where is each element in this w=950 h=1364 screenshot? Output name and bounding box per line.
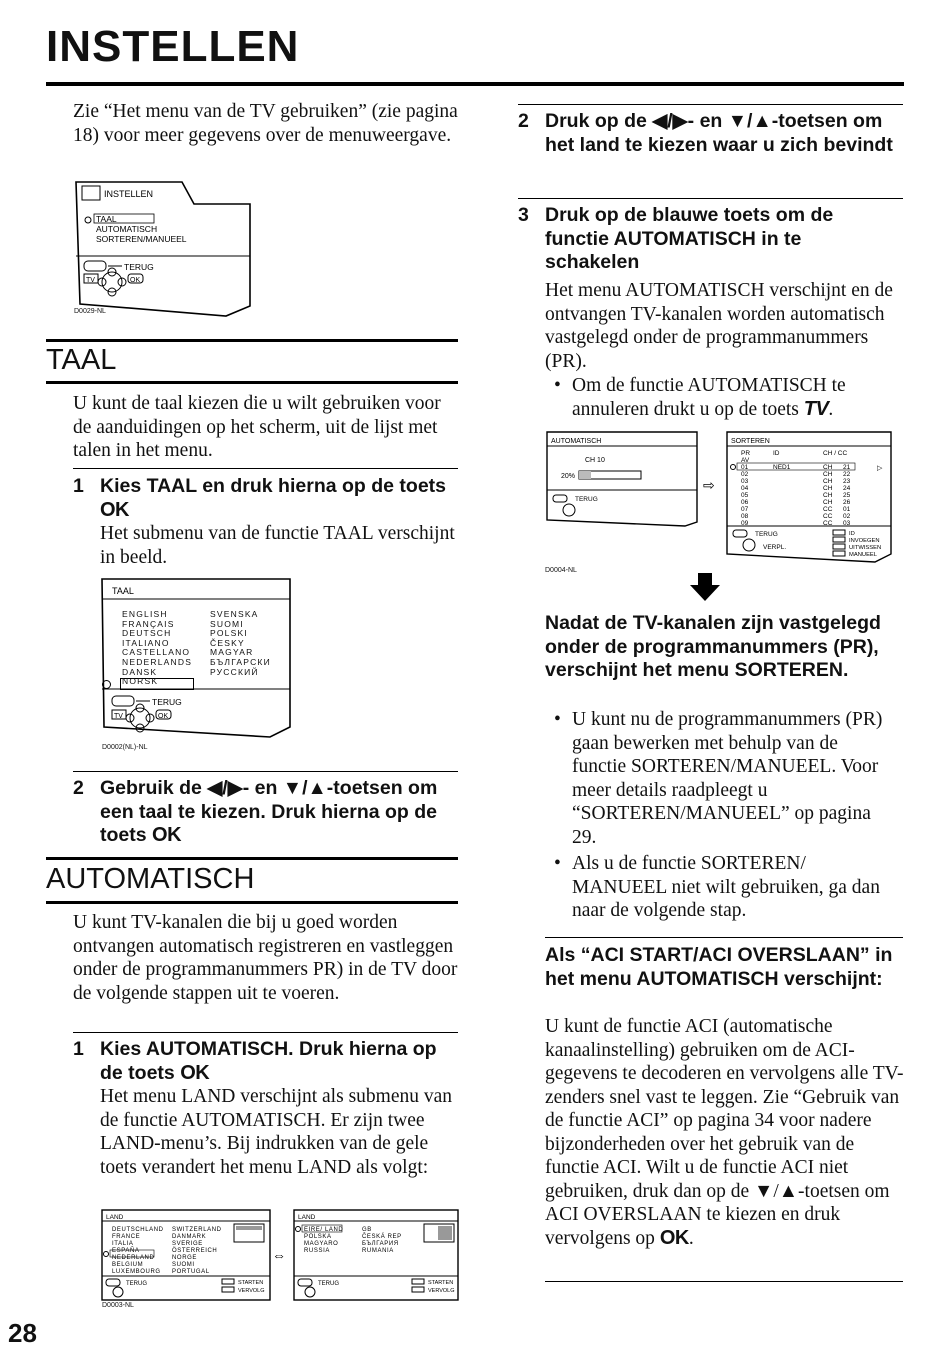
sorteren-cell: CH: [823, 471, 833, 478]
after-heading: Nadat de TV-kanalen zijn vastgelegd onder de programmanummers (PR), verschijnt het menu SORTEREN.: [545, 612, 881, 681]
sorteren-cell: 24: [843, 485, 851, 492]
svg-text:STARTEN: STARTEN: [428, 1280, 454, 1286]
svg-text:TERUG: TERUG: [575, 496, 598, 503]
svg-text:ID: ID: [849, 531, 855, 537]
sorteren-cell: 22: [843, 471, 851, 478]
svg-text:GB: GB: [362, 1227, 372, 1233]
svg-text:LUXEMBOURG: LUXEMBOURG: [112, 1269, 161, 1275]
page-number: 28: [8, 1318, 37, 1348]
svg-text:ITALIA: ITALIA: [112, 1241, 134, 1247]
svg-text:TERUG: TERUG: [152, 697, 182, 707]
svg-text:VERVOLG: VERVOLG: [238, 1288, 265, 1294]
sorteren-cell: 07: [741, 506, 749, 513]
svg-text:OK: OK: [130, 277, 141, 284]
svg-text:BELGIUM: BELGIUM: [112, 1262, 144, 1268]
sorteren-cell: 01: [741, 464, 749, 471]
svg-text:TV: TV: [86, 277, 95, 284]
automatisch-step1-body: Het menu LAND verschijnt als submenu van de functie AUTOMATISCH. Er zijn twee LAND-menu’s. Bij indrukken van de gele toets verandert het menu LAND als volgt:: [100, 1086, 453, 1178]
sorteren-cell: CC: [823, 506, 833, 513]
svg-text:TERUG: TERUG: [755, 531, 778, 538]
sorteren-cell: NED1: [773, 464, 791, 471]
taal-cursor-icon: [102, 680, 111, 689]
right-step2: 2 Druk op de ◀/▶- en ▼/▲-toetsen om het land te kiezen waar u zich bevindt: [518, 110, 893, 156]
sorteren-cell: CH: [823, 478, 833, 485]
sorteren-cell: CH: [823, 485, 833, 492]
svg-text:SWITZERLAND: SWITZERLAND: [172, 1227, 222, 1233]
taal-screen-code: D0002(NL)-NL: [102, 744, 148, 751]
taal-intro: U kunt de taal kiezen die u wilt gebruiken voor de aanduidingen op het scherm, uit de lijst met talen in het menu.: [73, 393, 441, 461]
sorteren-cell: 04: [741, 485, 749, 492]
svg-text:NORGE: NORGE: [172, 1255, 198, 1261]
automatisch-progress-fill: [579, 471, 591, 479]
svg-text:NEDERLAND: NEDERLAND: [112, 1255, 155, 1261]
taal-screen-header: TAAL: [112, 586, 134, 596]
taal-step2: 2 Gebruik de ◀/▶- en ▼/▲-toetsen om een taal te kiezen. Druk hierna op de toets OK: [73, 777, 438, 846]
land-screen-code: D0003-NL: [102, 1302, 134, 1309]
sorteren-cell: 03: [741, 478, 749, 485]
sorteren-cell: 26: [843, 499, 851, 506]
svg-text:ÖSTERREICH: ÖSTERREICH: [172, 1248, 218, 1254]
automatisch-sorteren-screens: [545, 430, 897, 566]
aci-body: U kunt de functie ACI (automatische kanaalinstelling) gebruiken om de ACI-gegevens te decoderen en vervolgens alle TV-zenders snel vast te leggen. Zie “Gebruik van de functie ACI” op pagina 34 voor nadere bijzonderheden over het gebruik van de functie ACI. Wilt u de functie ACI niet gebruiken, druk dan op de ▼/▲-toetsen om ACI OVERSLAAN te kiezen en druk vervolgens op OK.: [545, 1016, 904, 1249]
instellen-item-taal: TAAL: [96, 214, 117, 224]
svg-text:ID: ID: [773, 450, 780, 457]
intro-text: Zie “Het menu van de TV gebruiken” (zie pagina 18) voor meer gegevens over de menuweergave.: [73, 101, 458, 146]
svg-text:RUSSIA: RUSSIA: [304, 1248, 330, 1254]
taal-language-list-1: ENGLISH FRANÇAIS DEUTSCH ITALIANO CASTELLANO NEDERLANDS DANSK NORSK: [122, 609, 193, 687]
sorteren-cell: 06: [741, 499, 749, 506]
sorteren-cell: 25: [843, 492, 851, 499]
sorteren-cell: CH: [823, 492, 833, 499]
sorteren-cell: 05: [741, 492, 749, 499]
right-step3-body: Het menu AUTOMATISCH verschijnt en de ontvangen TV-kanalen worden automatisch vastgelegd onder de programmanummers (PR).: [545, 280, 893, 372]
sorteren-cell: 21: [843, 464, 851, 471]
svg-text:EIRE/ LAND: EIRE/ LAND: [304, 1227, 344, 1233]
instellen-menu-header: INSTELLEN: [104, 189, 154, 199]
svg-text:SORTEREN: SORTEREN: [731, 438, 770, 445]
sorteren-cell: CH: [823, 499, 833, 506]
svg-text:TV: TV: [114, 713, 123, 720]
taal-step1-body: Het submenu van de functie TAAL verschijnt in beeld.: [100, 523, 455, 568]
svg-text:STARTEN: STARTEN: [238, 1280, 264, 1286]
after-bullet-2: • Als u de functie SORTEREN/ MANUEEL niet wilt gebruiken, ga dan naar de volgende stap.: [572, 852, 892, 923]
right-step3: 3 Druk op de blauwe toets om de functie AUTOMATISCH in te schakelen: [518, 204, 834, 273]
svg-text:SVERIGE: SVERIGE: [172, 1241, 203, 1247]
sorteren-cell: CC: [823, 520, 833, 527]
after-bullet-1: • U kunt nu de programmanummers (PR) gaan bewerken met behulp van de functie SORTEREN/MANUEEL. Voor meer details raadpleegt u “SORTEREN/MANUEEL” op pagina 29.: [572, 708, 892, 849]
svg-text:VERVOLG: VERVOLG: [428, 1288, 455, 1294]
sorteren-cell: 02: [843, 513, 851, 520]
instellen-menu-screen: [74, 180, 256, 320]
svg-text:ČESKÁ REP: ČESKÁ REP: [362, 1234, 402, 1240]
svg-text:RUMANIA: RUMANIA: [362, 1248, 394, 1254]
svg-text:CH / CC: CH / CC: [823, 450, 848, 457]
svg-text:DEUTSCHLAND: DEUTSCHLAND: [112, 1227, 164, 1233]
svg-text:PORTUGAL: PORTUGAL: [172, 1269, 210, 1275]
automatisch-heading: AUTOMATISCH: [46, 863, 255, 895]
svg-text:SUOMI: SUOMI: [172, 1262, 195, 1268]
svg-text:INVOEGEN: INVOEGEN: [849, 538, 880, 544]
sorteren-cell: 09: [741, 520, 749, 527]
svg-text:UITWISSEN: UITWISSEN: [849, 545, 882, 551]
instellen-item-sorteren: SORTEREN/MANUEEL: [96, 234, 187, 244]
svg-text:MANUEEL: MANUEEL: [849, 552, 878, 558]
sorteren-cell: 03: [843, 520, 851, 527]
sorteren-cell: 02: [741, 471, 749, 478]
svg-text:LAND: LAND: [106, 1214, 124, 1221]
svg-text:MAGYARO: MAGYARO: [304, 1241, 339, 1247]
taal-screen-controls: [108, 694, 208, 740]
sorteren-cell: CC: [823, 513, 833, 520]
instellen-back-label: TERUG: [124, 262, 154, 272]
svg-text:POLSKA: POLSKA: [304, 1234, 332, 1240]
taal-step1: 1 Kies TAAL en druk hierna op de toets OK: [73, 475, 447, 521]
land-screens: [100, 1208, 462, 1304]
taal-language-list-2: SVENSKA SUOMI POLSKI ČESKY MAGYAR БЪЛГАРСКИ РУССКИЙ: [210, 609, 271, 677]
sorteren-rows: [741, 464, 851, 527]
instellen-screen-code: D0029-NL: [74, 308, 106, 315]
svg-text:БЪЛГАРИЯ: БЪЛГАРИЯ: [362, 1241, 399, 1247]
title-rule: [46, 82, 904, 86]
svg-text:TERUG: TERUG: [318, 1281, 339, 1287]
svg-text:20%: 20%: [561, 473, 576, 480]
svg-text:VERPL.: VERPL.: [763, 544, 787, 551]
svg-text:LAND: LAND: [298, 1214, 316, 1221]
svg-text:FRANCE: FRANCE: [112, 1234, 141, 1240]
svg-text:OK: OK: [158, 713, 169, 720]
sorteren-cell: CH: [823, 464, 833, 471]
sorteren-cell: 23: [843, 478, 851, 485]
page-title: INSTELLEN: [46, 22, 300, 71]
automatisch-intro: U kunt TV-kanalen die bij u goed worden ontvangen automatisch registreren en vastleggen onder de programmanummers PR) in de TV door de volgende stappen uit te voeren.: [73, 912, 458, 1004]
svg-text:⇨: ⇨: [703, 477, 715, 493]
svg-text:PR: PR: [741, 450, 751, 457]
svg-text:CH 10: CH 10: [585, 457, 605, 464]
svg-text:AV: AV: [741, 457, 750, 464]
automatisch-step1: 1 Kies AUTOMATISCH. Druk hierna op de toets OK: [73, 1038, 437, 1084]
right-step3-bullet: • Om de functie AUTOMATISCH te annuleren drukt u op de toets TV.: [572, 374, 902, 421]
screens-code: D0004-NL: [545, 567, 577, 574]
arrow-down-icon: [688, 573, 722, 603]
svg-text:▷: ▷: [877, 465, 883, 472]
svg-text:⇔: ⇔: [272, 1247, 286, 1263]
svg-text:ESPAÑA: ESPAÑA: [112, 1248, 140, 1254]
sorteren-cell: 01: [843, 506, 851, 513]
taal-heading: TAAL: [46, 344, 117, 376]
aci-heading: Als “ACI START/ACI OVERSLAAN” in het menu AUTOMATISCH verschijnt:: [545, 944, 893, 990]
instellen-item-automatisch: AUTOMATISCH: [96, 224, 158, 234]
svg-text:DANMARK: DANMARK: [172, 1234, 207, 1240]
svg-text:AUTOMATISCH: AUTOMATISCH: [551, 438, 602, 445]
sorteren-cell: 08: [741, 513, 749, 520]
svg-text:TERUG: TERUG: [126, 1281, 147, 1287]
